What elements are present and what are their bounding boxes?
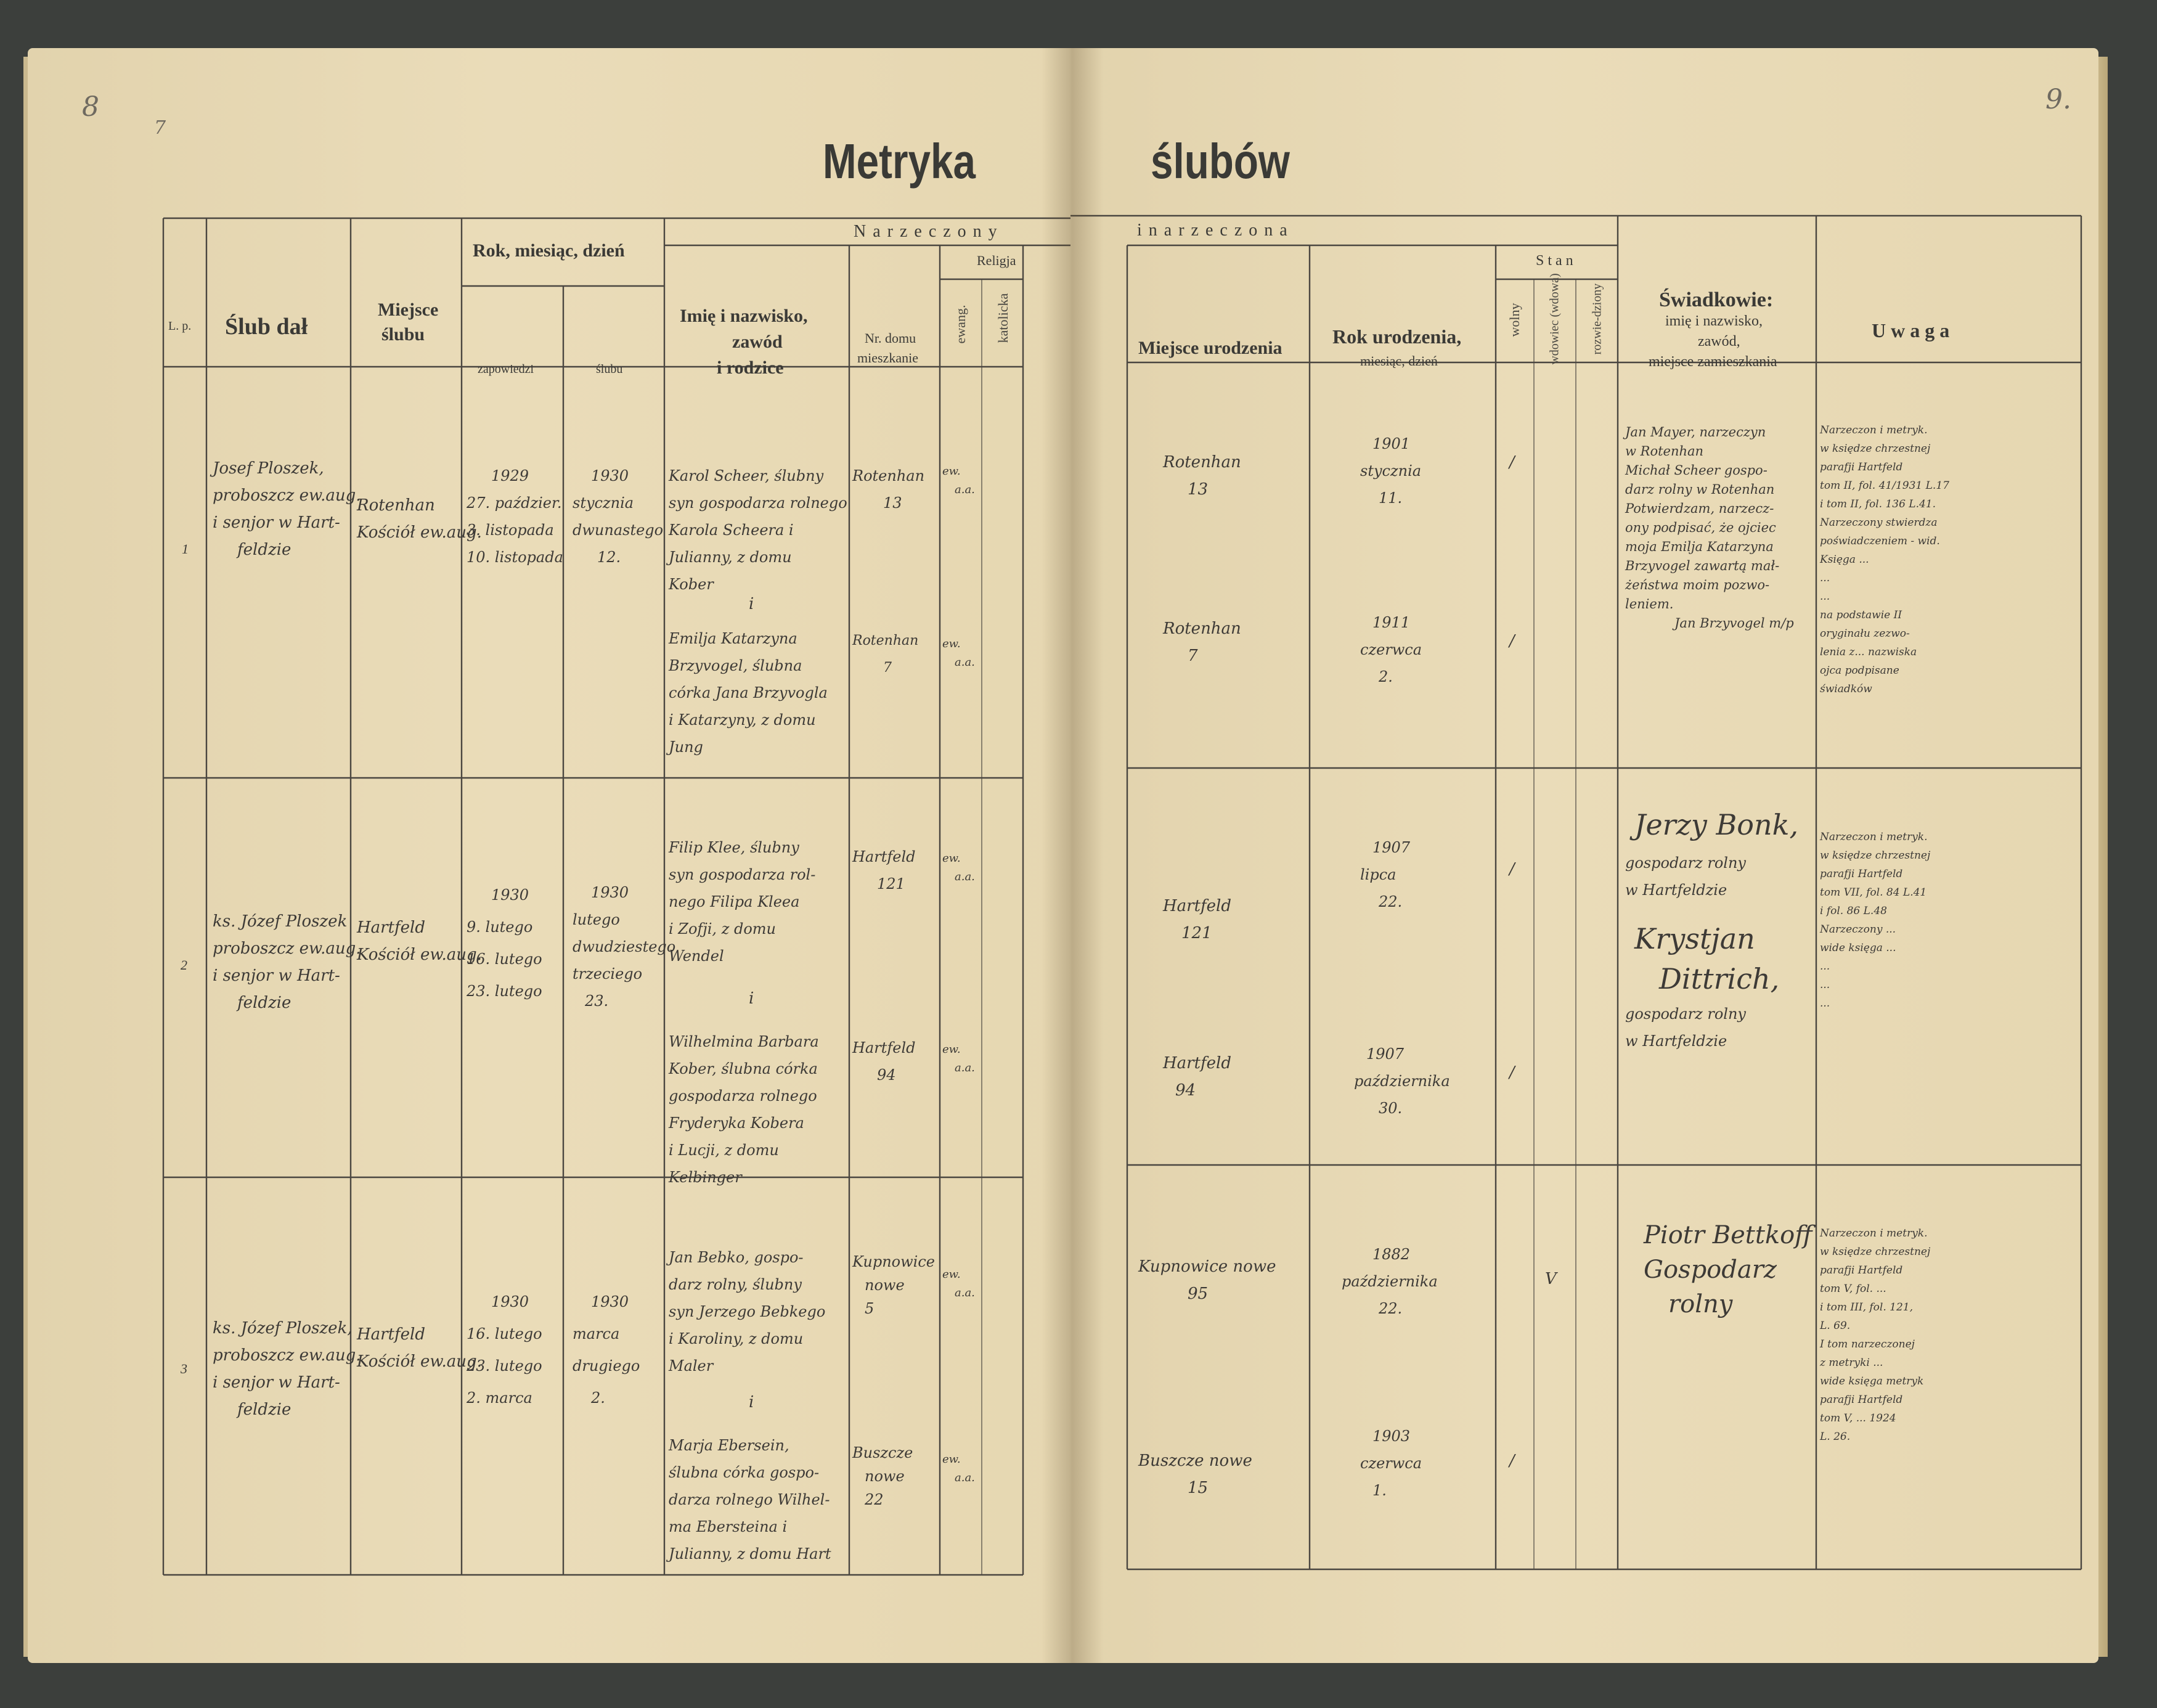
entry-3-groom-stan: V bbox=[1545, 1270, 1557, 1288]
entry-3-uwaga: Narzeczon i metryk. w księdze chrzestnej parafji Hartfeld tom V, fol. ... i tom III, fol. 121, L. 69. I tom narzeczonej z metryki ... wide księga metryk parafji Hartfeld tom V, ... 1924 L. 26. bbox=[1820, 1227, 1931, 1443]
entry-3-bride-birthplace: Buszcze nowe 15 bbox=[1138, 1452, 1252, 1497]
header-miejsce-urodzenia: Miejsce urodzenia bbox=[1138, 338, 1282, 358]
entry-1-witnesses: Jan Mayer, narzeczyn w Rotenhan Michał Scheer gospo- darz rolny w Rotenhan Potwierdzam, narzecz- ony podpisać, że ojciec moja Emilja Katarzyna Brzyvogel zawartą mał- żeństwa moim pozwo- leniem. Jan Brzyvogel m/p bbox=[1625, 425, 1794, 631]
entry-1-groom-birthplace: Rotenhan 13 bbox=[1163, 453, 1241, 499]
entry-1-zapowiedzi: 1929 27. paździer. 3. listopada 10. listopada bbox=[467, 467, 563, 566]
entry-1-slub-dal: Josef Ploszek, proboszcz ew.aug. i senjor w Hart- feldzie bbox=[213, 459, 361, 559]
header-swiadkowie-3: zawód, bbox=[1698, 333, 1740, 349]
entry-1-groom-stan: / bbox=[1509, 453, 1515, 472]
entry-2-bride-religion: ew. a.a. bbox=[942, 1043, 975, 1074]
right-page bbox=[1070, 48, 2098, 1663]
header-rozwiedziony: rozwie-dziony bbox=[1590, 283, 1604, 355]
entry-2-bride-name: Wilhelmina Barbara Kober, ślubna córka gospodarza rolnego Fryderyka Kobera i Lucji, z domu Kelbinger bbox=[669, 1033, 819, 1186]
entry-2-miejsce-slubu: Hartfeld Kościół ew.aug. bbox=[357, 918, 482, 964]
right-grid-lines bbox=[1070, 48, 2098, 1663]
entry-1-uwaga: Narzeczon i metryk. w księdze chrzestnej parafji Hartfeld tom II, fol. 41/1931 L.17 i tom II, fol. 136 L.41. Narzeczony stwierdza poświadczeniem - wid. Księga ... ... ... na podstawie II oryginału zezwo- lenia z... nazwiska ojca podpisane świadków bbox=[1820, 424, 1949, 695]
left-page bbox=[28, 48, 1070, 1663]
entry-3-groom-name: Jan Bebko, gospo- darz rolny, ślubny syn Jerzego Bebkego i Karoliny, z domu Maler bbox=[669, 1249, 826, 1375]
entry-1-bride-name: Emilja Katarzyna Brzyvogel, ślubna córka Jana Brzyvogla i Katarzyny, z domu Jung bbox=[669, 630, 828, 756]
entry-1-miejsce-slubu: Rotenhan Kościół ew.aug. bbox=[357, 496, 482, 542]
entry-1-slubu: 1930 stycznia dwunastego 12. bbox=[573, 467, 664, 566]
entry-2-bride-house: Hartfeld 94 bbox=[852, 1039, 916, 1084]
header-rok-urodzenia-1: Rok urodzenia, bbox=[1332, 325, 1462, 348]
entry-3-bride-house: Buszcze nowe 22 bbox=[852, 1444, 913, 1508]
entry-1-lp: 1 bbox=[182, 541, 189, 557]
page-number-pencil: 8 bbox=[82, 91, 99, 123]
entry-2-bride-birthplace: Hartfeld 94 bbox=[1163, 1054, 1232, 1100]
entry-2-zapowiedzi: 1930 9. lutego 16. lutego 23. lutego bbox=[467, 886, 542, 1000]
entry-1-groom-birthdate: 1901 stycznia 11. bbox=[1360, 435, 1422, 507]
entry-2-groom-house: Hartfeld 121 bbox=[852, 848, 916, 893]
entry-2-uwaga: Narzeczon i metryk. w księdze chrzestnej parafji Hartfeld tom VII, fol. 84 L.41 i fol. 86 L.48 Narzeczony ... wide księga ... ... ... ... bbox=[1820, 831, 1931, 1010]
header-imie-2: zawód bbox=[732, 332, 783, 352]
header-narzeczony: N a r z e c z o n y bbox=[854, 222, 998, 241]
entry-1-conj: i bbox=[749, 595, 754, 613]
entry-2-groom-name: Filip Klee, ślubny syn gospodarza rol- nego Filipa Kleea i Zofji, z domu Wendel bbox=[669, 839, 816, 965]
header-narzeczona: i n a r z e c z o n a bbox=[1137, 221, 1289, 240]
header-swiadkowie-1: Świadkowie: bbox=[1659, 288, 1774, 311]
entry-1-groom-religion: ew. a.a. bbox=[942, 465, 975, 496]
page-number-right: 9. bbox=[2045, 84, 2071, 115]
entry-3-lp: 3 bbox=[181, 1361, 187, 1376]
header-rok-urodzenia-2: miesiąc, dzień bbox=[1360, 353, 1438, 369]
header-swiadkowie-4: miejsce zamieszkania bbox=[1649, 354, 1777, 370]
entry-2-witness-2-info: gospodarz rolny w Hartfeldzie bbox=[1625, 1005, 1746, 1050]
header-ewang: ewang. bbox=[953, 304, 968, 344]
entry-2-groom-religion: ew. a.a. bbox=[942, 852, 975, 883]
entry-2-groom-birthdate: 1907 lipca 22. bbox=[1360, 839, 1411, 910]
entry-3-slubu: 1930 marca drugiego 2. bbox=[573, 1293, 640, 1407]
header-nr-domu-2: mieszkanie bbox=[857, 350, 918, 366]
entry-2-witness-1-info: gospodarz rolny w Hartfeldzie bbox=[1625, 854, 1746, 899]
entry-3-groom-birthplace: Kupnowice nowe 95 bbox=[1138, 1257, 1276, 1303]
entry-1-bride-birthdate: 1911 czerwca 2. bbox=[1360, 614, 1422, 685]
header-wdowiec: wdowiec (wdowa) bbox=[1547, 273, 1562, 365]
header-miejsce-slubu-2: ślubu bbox=[381, 324, 425, 345]
header-swiadkowie-2: imię i nazwisko, bbox=[1665, 313, 1763, 329]
entry-3-bride-stan: / bbox=[1509, 1452, 1515, 1470]
page-title-right: ślubów bbox=[1151, 134, 1290, 189]
entry-3-conj: i bbox=[749, 1393, 754, 1412]
header-lp: L. p. bbox=[168, 319, 192, 333]
page-title-left: Metryka bbox=[823, 134, 976, 189]
header-slubu: ślubu bbox=[596, 362, 623, 376]
entry-1-bride-birthplace: Rotenhan 7 bbox=[1163, 619, 1241, 665]
entry-3-zapowiedzi: 1930 16. lutego 23. lutego 2. marca bbox=[467, 1293, 542, 1407]
header-religja: Religja bbox=[977, 253, 1016, 268]
header-uwaga: U w a g a bbox=[1872, 319, 1950, 341]
entry-1-groom-name: Karol Scheer, ślubny syn gospodarza rolnego Karola Scheera i Julianny, z domu Kober bbox=[669, 467, 847, 593]
entry-1-bride-religion: ew. a.a. bbox=[942, 637, 975, 669]
entry-2-bride-stan: / bbox=[1509, 1063, 1515, 1082]
entry-2-groom-birthplace: Hartfeld 121 bbox=[1163, 897, 1232, 942]
header-imie-3: i rodzice bbox=[717, 358, 784, 378]
header-stan: S t a n bbox=[1536, 253, 1573, 269]
entry-2-lp: 2 bbox=[181, 957, 187, 973]
header-miejsce-slubu-1: Miejsce bbox=[378, 300, 439, 320]
entry-2-witness-2-last: Dittrich, bbox=[1659, 962, 1780, 995]
entry-1-bride-stan: / bbox=[1509, 632, 1515, 650]
entry-3-groom-house: Kupnowice nowe 5 bbox=[852, 1253, 935, 1317]
entry-1-bride-house: Rotenhan 7 bbox=[852, 633, 919, 676]
entry-3-slub-dal: ks. Józef Ploszek, proboszcz ew.aug. i senjor w Hart- feldzie bbox=[213, 1319, 361, 1419]
entry-2-witness-1-name: Jerzy Bonk, bbox=[1634, 808, 1799, 841]
page-number-ink: 7 bbox=[154, 117, 166, 139]
header-zapowiedzi: zapowiedzi bbox=[478, 362, 534, 376]
header-wolny: wolny bbox=[1507, 303, 1522, 337]
entry-3-bride-birthdate: 1903 czerwca 1. bbox=[1360, 1428, 1422, 1499]
header-nr-domu-1: Nr. domu bbox=[865, 330, 916, 346]
entry-2-slubu: 1930 lutego dwudziestego trzeciego 23. bbox=[573, 884, 676, 1010]
entry-3-groom-birthdate: 1882 października 22. bbox=[1342, 1246, 1438, 1317]
entry-3-miejsce-slubu: Hartfeld Kościół ew.aug. bbox=[357, 1325, 482, 1371]
header-katolicka: katolicka bbox=[995, 293, 1011, 343]
entry-3-groom-religion: ew. a.a. bbox=[942, 1268, 975, 1299]
entry-2-witness-2-first: Krystjan bbox=[1634, 922, 1755, 955]
entry-2-bride-birthdate: 1907 października 30. bbox=[1354, 1045, 1450, 1117]
entry-2-groom-stan: / bbox=[1509, 860, 1515, 878]
header-rok-miesiac-dzien: Rok, miesiąc, dzień bbox=[473, 240, 625, 261]
header-slub-dal: Ślub dał bbox=[225, 314, 308, 340]
entry-3-bride-name: Marja Ebersein, ślubna córka gospo- darza rolnego Wilhel- ma Ebersteina i Julianny, z domu Hart bbox=[669, 1437, 831, 1563]
entry-3-bride-religion: ew. a.a. bbox=[942, 1453, 975, 1484]
header-imie-1: Imię i nazwisko, bbox=[680, 306, 808, 326]
entry-2-conj: i bbox=[749, 989, 754, 1008]
entry-2-slub-dal: ks. Józef Ploszek proboszcz ew.aug. i senjor w Hart- feldzie bbox=[213, 912, 361, 1012]
entry-3-witnesses: Piotr Bettkoff Gospodarz rolny bbox=[1644, 1221, 1812, 1318]
entry-1-groom-house: Rotenhan 13 bbox=[852, 467, 925, 512]
